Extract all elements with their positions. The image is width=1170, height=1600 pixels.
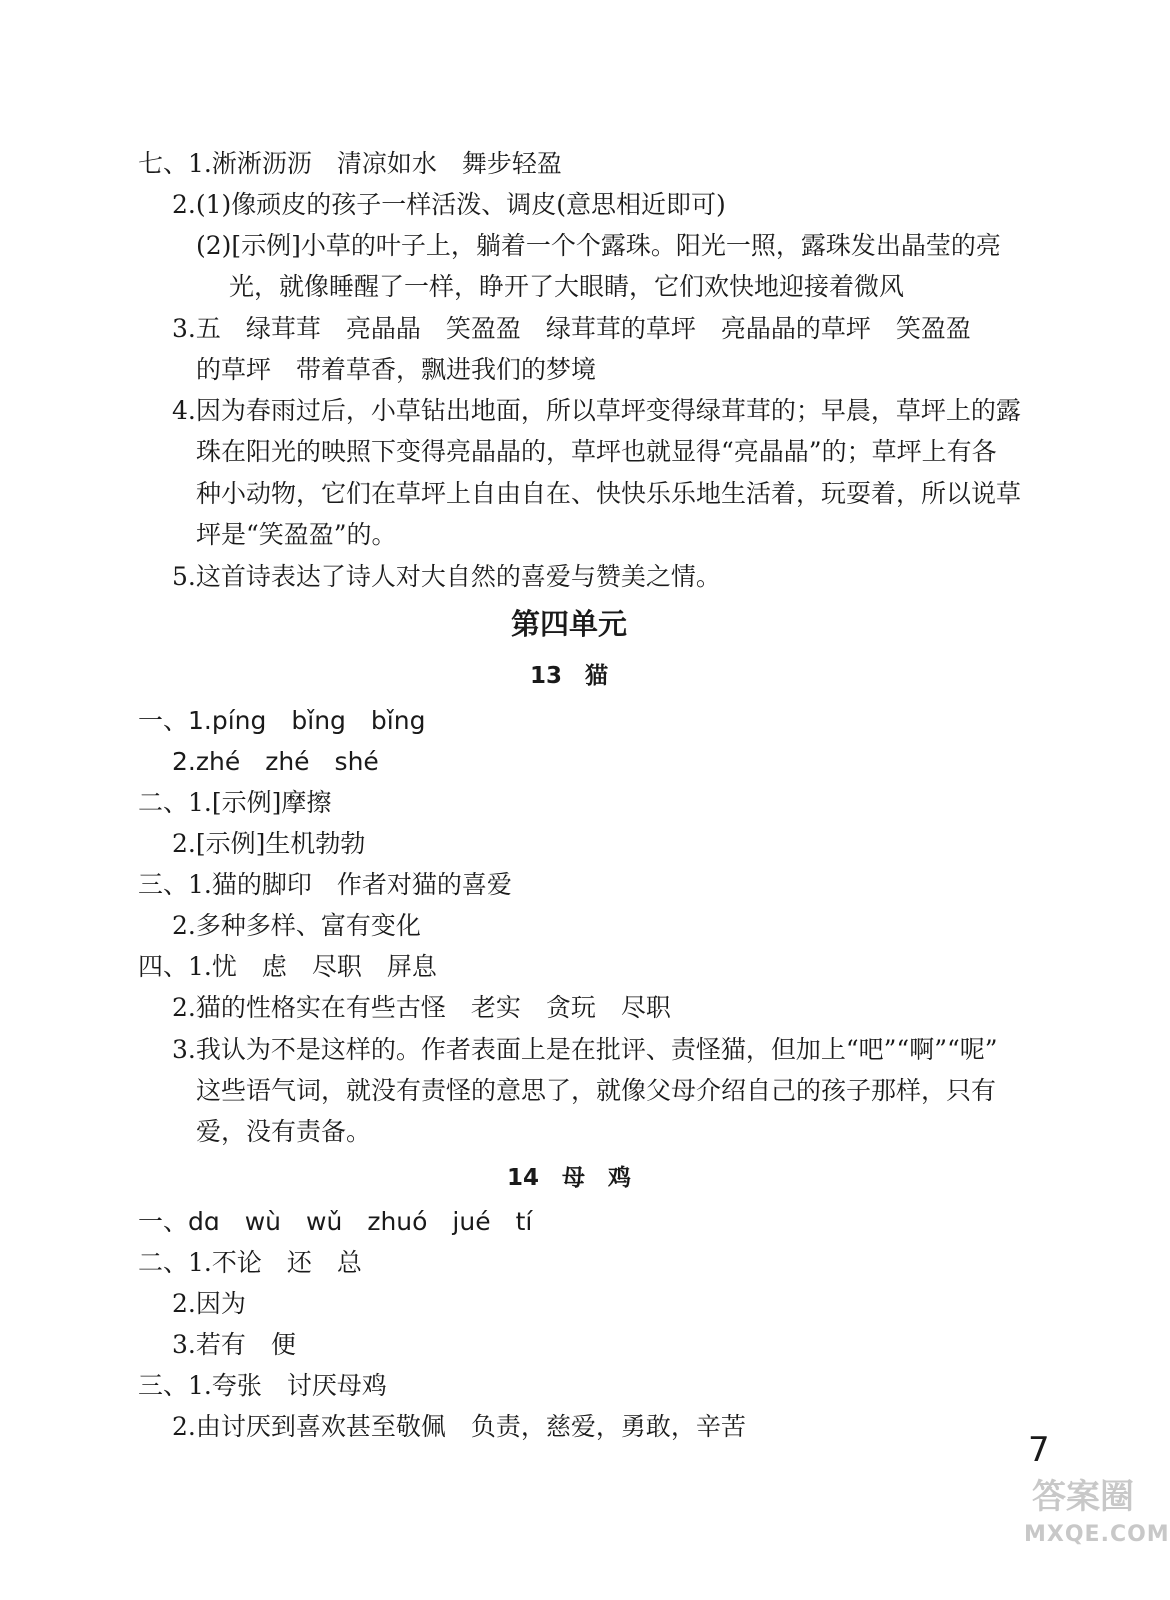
answer-line: 3.五 绿茸茸 亮晶晶 笑盈盈 绿茸茸的草坪 亮晶晶的草坪 笑盈盈 <box>172 314 971 343</box>
answer-line: 2.zhé zhé shé <box>172 747 379 776</box>
answer-line: 2.因为 <box>172 1289 246 1318</box>
answer-line: 珠在阳光的映照下变得亮晶晶的，草坪也就显得“亮晶晶”的；草坪上有各 <box>196 437 997 466</box>
answer-line: 爱，没有责备。 <box>196 1117 372 1146</box>
answer-line: 3.若有 便 <box>172 1330 296 1359</box>
page-number: 7 <box>1028 1430 1050 1470</box>
answer-line: 2.猫的性格实在有些古怪 老实 贪玩 尽职 <box>172 993 671 1022</box>
answer-line: 2.多种多样、富有变化 <box>172 911 421 940</box>
answer-line: 5.这首诗表达了诗人对大自然的喜爱与赞美之情。 <box>172 562 721 591</box>
answer-line: 4.因为春雨过后，小草钻出地面，所以草坪变得绿茸茸的；早晨，草坪上的露 <box>172 396 1021 425</box>
watermark-url: MXQE.COM <box>1024 1522 1170 1547</box>
answer-line: (2)[示例]小草的叶子上，躺着一个个露珠。阳光一照，露珠发出晶莹的亮 <box>196 231 1001 260</box>
answer-line: 二、1.不论 还 总 <box>138 1248 362 1277</box>
answer-line: 2.[示例]生机勃勃 <box>172 829 366 858</box>
answer-line: 三、1.夸张 讨厌母鸡 <box>138 1371 387 1400</box>
answer-line: 2.由讨厌到喜欢甚至敬佩 负责，慈爱，勇敢，辛苦 <box>172 1412 746 1441</box>
answer-line: 光，就像睡醒了一样，睁开了大眼睛，它们欢快地迎接着微风 <box>229 272 905 301</box>
answer-line: 种小动物，它们在草坪上自由自在、快快乐乐地生活着，玩耍着，所以说草 <box>196 479 1022 508</box>
answer-line: 七、1.淅淅沥沥 清凉如水 舞步轻盈 <box>138 149 562 178</box>
lesson-13-heading: 13 猫 <box>529 663 608 689</box>
watermark-logo: 答案圈 <box>1032 1477 1134 1517</box>
lesson-14-heading: 14 母 鸡 <box>506 1165 631 1191</box>
unit-heading: 第四单元 <box>510 607 627 641</box>
answer-line: 3.我认为不是这样的。作者表面上是在批评、责怪猫，但加上“吧”“啊”“呢” <box>172 1035 998 1064</box>
answer-line: 四、1.忧 虑 尽职 屏息 <box>138 952 437 981</box>
answer-line: 这些语气词，就没有责怪的意思了，就像父母介绍自己的孩子那样，只有 <box>196 1076 997 1105</box>
answer-line: 一、dɑ wù wǔ zhuó jué tí <box>138 1207 533 1236</box>
answer-line: 三、1.猫的脚印 作者对猫的喜爱 <box>138 870 512 899</box>
answer-line: 坪是“笑盈盈”的。 <box>196 520 397 549</box>
answer-line: 二、1.[示例]摩擦 <box>138 788 332 817</box>
answer-line: 2.(1)像顽皮的孩子一样活泼、调皮(意思相近即可) <box>172 190 726 219</box>
answer-line: 一、1.píng bǐng bǐng <box>138 706 426 735</box>
answer-line: 的草坪 带着草香，飘进我们的梦境 <box>196 355 597 384</box>
watermark <box>1024 1474 1170 1550</box>
